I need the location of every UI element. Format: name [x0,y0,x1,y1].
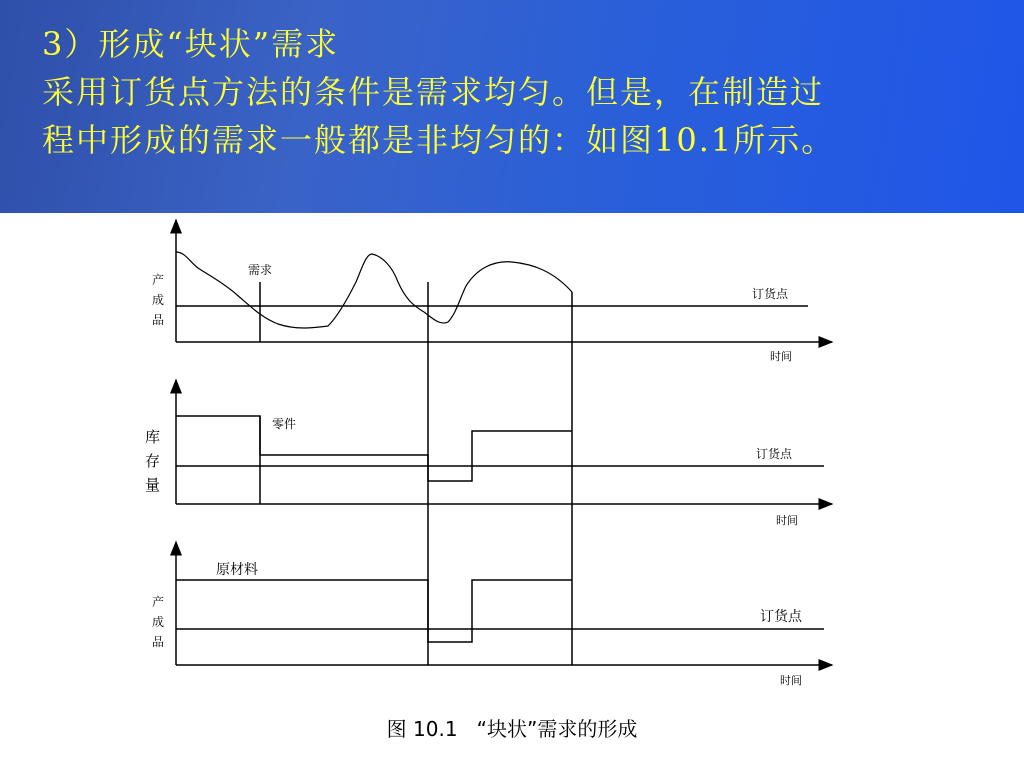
raw-material-step-curve [176,580,572,642]
threshold-label: 订货点 [756,447,793,461]
curve-label: 需求 [248,263,273,277]
panel-inventory [145,380,832,527]
y-label-char: 库 [145,428,161,446]
y-label-char: 品 [152,635,165,649]
panel-raw-materials [152,542,832,687]
y-label-char: 品 [152,313,165,327]
threshold-label: 订货点 [752,287,789,301]
slide-heading: 3）形成“块状”需求 [42,25,340,63]
y-label-char: 成 [152,615,165,629]
panel-finished-goods [152,220,832,363]
y-label-char: 存 [145,452,161,470]
threshold-label: 订货点 [760,609,802,625]
y-label-char: 量 [145,476,161,494]
figure-caption: 图 10.1 “块状”需求的形成 [386,717,638,741]
y-label-char: 成 [152,293,165,307]
curve-label: 原材料 [216,562,258,578]
x-label: 时间 [776,514,798,527]
x-label: 时间 [770,350,792,363]
x-label: 时间 [780,674,802,687]
curve-label: 零件 [272,417,297,431]
y-label-char: 产 [152,273,165,287]
demand-curve [176,252,572,328]
slide-text-line: 采用订货点方法的条件是需求均匀。但是，在制造过 [42,73,825,111]
y-label-char: 产 [152,595,165,609]
slide-text-line: 程中形成的需求一般都是非均匀的：如图10.1所示。 [42,121,836,159]
component-step-curve [176,416,572,481]
